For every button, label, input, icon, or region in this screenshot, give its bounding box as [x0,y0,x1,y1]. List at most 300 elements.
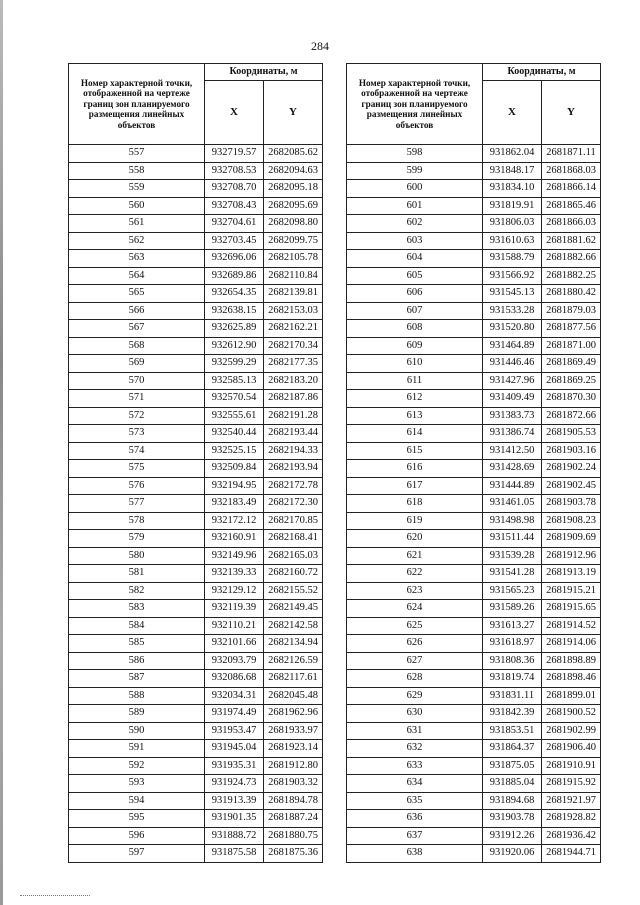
y-coordinate-cell: 2682155.52 [264,582,323,600]
point-number-cell: 592 [69,757,205,775]
point-number-cell: 602 [347,215,483,233]
table-row [347,740,601,758]
x-coordinate-cell: 931446.46 [483,355,542,373]
point-number-cell: 579 [69,530,205,548]
y-header: Y [264,81,323,145]
x-coordinate-cell: 932696.06 [205,250,264,268]
x-coordinate-cell: 931566.92 [483,267,542,285]
table-row [69,512,323,530]
x-coordinate-cell: 931901.35 [205,810,264,828]
y-coordinate-cell: 2681868.03 [542,162,601,180]
point-number-cell: 565 [69,285,205,303]
table-row [347,390,601,408]
x-coordinate-cell: 931539.28 [483,547,542,565]
x-coordinate-cell: 931875.58 [205,845,264,863]
x-coordinate-cell: 932555.61 [205,407,264,425]
y-coordinate-cell: 2681871.00 [542,337,601,355]
point-number-cell: 601 [347,197,483,215]
point-number-cell: 590 [69,722,205,740]
point-number-cell: 631 [347,722,483,740]
x-coordinate-cell: 931533.28 [483,302,542,320]
x-coordinate-cell: 931545.13 [483,285,542,303]
table-row [69,180,323,198]
y-coordinate-cell: 2681866.14 [542,180,601,198]
point-number-cell: 594 [69,792,205,810]
y-coordinate-cell: 2682117.61 [264,670,323,688]
y-coordinate-cell: 2682183.20 [264,372,323,390]
y-coordinate-cell: 2682095.18 [264,180,323,198]
x-coordinate-cell: 932540.44 [205,425,264,443]
x-header: X [483,81,542,145]
table-row [69,320,323,338]
table-row [69,547,323,565]
table-row [347,652,601,670]
y-coordinate-cell: 2681870.30 [542,390,601,408]
table-row [69,232,323,250]
x-coordinate-cell: 931903.78 [483,810,542,828]
x-coordinate-cell: 931428.69 [483,460,542,478]
point-number-cell: 580 [69,547,205,565]
x-coordinate-cell: 931974.49 [205,705,264,723]
x-coordinate-cell: 931808.36 [483,652,542,670]
y-coordinate-cell: 2681872.66 [542,407,601,425]
point-number-cell: 559 [69,180,205,198]
point-number-cell: 634 [347,775,483,793]
table-row [69,250,323,268]
y-coordinate-cell: 2681869.25 [542,372,601,390]
x-coordinate-cell: 931912.26 [483,827,542,845]
y-coordinate-cell: 2682110.84 [264,267,323,285]
x-coordinate-cell: 932708.70 [205,180,264,198]
table-row [347,512,601,530]
point-number-cell: 638 [347,845,483,863]
table-row [347,285,601,303]
y-coordinate-cell: 2681915.65 [542,600,601,618]
point-number-cell: 574 [69,442,205,460]
table-row [69,267,323,285]
point-number-cell: 612 [347,390,483,408]
point-number-cell: 603 [347,232,483,250]
table-row [347,827,601,845]
y-coordinate-cell: 2681898.89 [542,652,601,670]
table-row [69,652,323,670]
x-coordinate-cell: 931520.80 [483,320,542,338]
table-row [69,687,323,705]
x-coordinate-cell: 932708.43 [205,197,264,215]
point-number-cell: 577 [69,495,205,513]
y-coordinate-cell: 2681900.52 [542,705,601,723]
table-row [69,355,323,373]
table-row [69,425,323,443]
table-row [69,775,323,793]
coordinates-table-right [346,63,601,863]
x-header: X [205,81,264,145]
y-coordinate-cell: 2682153.03 [264,302,323,320]
x-coordinate-cell: 931853.51 [483,722,542,740]
x-coordinate-cell: 931920.06 [483,845,542,863]
x-coordinate-cell: 932719.57 [205,145,264,163]
table-row [69,215,323,233]
table-row [69,162,323,180]
x-coordinate-cell: 932570.54 [205,390,264,408]
table-row [69,845,323,863]
y-coordinate-cell: 2682099.75 [264,232,323,250]
x-coordinate-cell: 932599.29 [205,355,264,373]
x-coordinate-cell: 931386.74 [483,425,542,443]
x-coordinate-cell: 932119.39 [205,600,264,618]
table-row [69,197,323,215]
y-coordinate-cell: 2682187.86 [264,390,323,408]
x-coordinate-cell: 931618.97 [483,635,542,653]
point-number-cell: 613 [347,407,483,425]
point-number-cell: 606 [347,285,483,303]
x-coordinate-cell: 932708.53 [205,162,264,180]
y-coordinate-cell: 2682170.85 [264,512,323,530]
x-coordinate-cell: 931894.68 [483,792,542,810]
point-number-cell: 578 [69,512,205,530]
point-number-cell: 632 [347,740,483,758]
point-number-cell: 584 [69,617,205,635]
point-number-cell: 562 [69,232,205,250]
table-row [69,617,323,635]
x-coordinate-cell: 931875.05 [483,757,542,775]
y-coordinate-cell: 2681912.96 [542,547,601,565]
point-number-cell: 614 [347,425,483,443]
point-number-cell: 619 [347,512,483,530]
x-coordinate-cell: 932703.45 [205,232,264,250]
table-row [347,600,601,618]
y-coordinate-cell: 2681908.23 [542,512,601,530]
x-coordinate-cell: 931862.04 [483,145,542,163]
table-row [69,670,323,688]
y-coordinate-cell: 2681902.24 [542,460,601,478]
point-number-cell: 567 [69,320,205,338]
y-coordinate-cell: 2681866.03 [542,215,601,233]
point-number-cell: 608 [347,320,483,338]
x-coordinate-cell: 932625.89 [205,320,264,338]
point-number-cell: 560 [69,197,205,215]
table-row [69,810,323,828]
point-number-cell: 609 [347,337,483,355]
table-row [347,460,601,478]
table-row [69,145,323,163]
x-coordinate-cell: 931409.49 [483,390,542,408]
table-row [69,337,323,355]
table-row [347,425,601,443]
point-number-cell: 616 [347,460,483,478]
point-number-cell: 637 [347,827,483,845]
table-row [347,180,601,198]
y-header: Y [542,81,601,145]
table-row [69,390,323,408]
table-row [69,827,323,845]
x-coordinate-cell: 932525.15 [205,442,264,460]
table-row [347,145,601,163]
y-coordinate-cell: 2681905.53 [542,425,601,443]
y-coordinate-cell: 2681880.75 [264,827,323,845]
table-row [69,740,323,758]
x-coordinate-cell: 932149.96 [205,547,264,565]
point-number-cell: 583 [69,600,205,618]
x-coordinate-cell: 932093.79 [205,652,264,670]
x-coordinate-cell: 931511.44 [483,530,542,548]
y-coordinate-cell: 2681880.42 [542,285,601,303]
point-number-cell: 624 [347,600,483,618]
table-row [347,670,601,688]
y-coordinate-cell: 2681913.19 [542,565,601,583]
y-coordinate-cell: 2681902.99 [542,722,601,740]
point-number-cell: 561 [69,215,205,233]
y-coordinate-cell: 2681915.92 [542,775,601,793]
point-number-cell: 628 [347,670,483,688]
point-number-cell: 587 [69,670,205,688]
table-row [69,302,323,320]
x-coordinate-cell: 931831.11 [483,687,542,705]
table-row [347,372,601,390]
x-coordinate-cell: 931565.23 [483,582,542,600]
table-row [69,600,323,618]
y-coordinate-cell: 2682165.03 [264,547,323,565]
point-number-cell: 629 [347,687,483,705]
x-coordinate-cell: 931864.37 [483,740,542,758]
point-number-cell: 605 [347,267,483,285]
x-coordinate-cell: 932194.95 [205,477,264,495]
x-coordinate-cell: 931913.39 [205,792,264,810]
x-coordinate-cell: 931589.26 [483,600,542,618]
point-number-cell: 635 [347,792,483,810]
y-coordinate-cell: 2682194.33 [264,442,323,460]
table-row [347,705,601,723]
y-coordinate-cell: 2681871.11 [542,145,601,163]
point-number-cell: 597 [69,845,205,863]
y-coordinate-cell: 2682177.35 [264,355,323,373]
scan-footer-mark [20,895,90,897]
y-coordinate-cell: 2681881.62 [542,232,601,250]
point-number-cell: 576 [69,477,205,495]
y-coordinate-cell: 2682193.94 [264,460,323,478]
table-row [347,250,601,268]
y-coordinate-cell: 2681906.40 [542,740,601,758]
point-number-cell: 626 [347,635,483,653]
y-coordinate-cell: 2681875.36 [264,845,323,863]
point-number-cell: 563 [69,250,205,268]
scan-edge [0,0,3,905]
y-coordinate-cell: 2681921.97 [542,792,601,810]
table-row [69,582,323,600]
point-number-cell: 570 [69,372,205,390]
point-number-cell: 633 [347,757,483,775]
point-number-cell: 591 [69,740,205,758]
point-number-cell: 558 [69,162,205,180]
point-number-header: Номер характерной точки, отображенной на чертеже границ зон планируемого размещения линейных объектов [347,64,483,145]
point-number-cell: 611 [347,372,483,390]
point-number-cell: 564 [69,267,205,285]
x-coordinate-cell: 931945.04 [205,740,264,758]
y-coordinate-cell: 2682095.69 [264,197,323,215]
y-coordinate-cell: 2681899.01 [542,687,601,705]
y-coordinate-cell: 2682193.44 [264,425,323,443]
x-coordinate-cell: 931541.28 [483,565,542,583]
table-row [347,215,601,233]
y-coordinate-cell: 2681887.24 [264,810,323,828]
table-row [69,460,323,478]
table-row [347,635,601,653]
x-coordinate-cell: 931444.89 [483,477,542,495]
y-coordinate-cell: 2682191.28 [264,407,323,425]
x-coordinate-cell: 932129.12 [205,582,264,600]
table-row [69,635,323,653]
table-row [347,495,601,513]
table-row [347,337,601,355]
table-row [69,705,323,723]
table-row [347,792,601,810]
x-coordinate-cell: 931613.27 [483,617,542,635]
point-number-cell: 596 [69,827,205,845]
point-number-cell: 598 [347,145,483,163]
x-coordinate-cell: 932612.90 [205,337,264,355]
y-coordinate-cell: 2681928.82 [542,810,601,828]
x-coordinate-cell: 931806.03 [483,215,542,233]
x-coordinate-cell: 932160.91 [205,530,264,548]
y-coordinate-cell: 2682105.78 [264,250,323,268]
x-coordinate-cell: 932110.21 [205,617,264,635]
y-coordinate-cell: 2682126.59 [264,652,323,670]
x-coordinate-cell: 931888.72 [205,827,264,845]
point-number-cell: 607 [347,302,483,320]
table-row [69,792,323,810]
point-number-cell: 595 [69,810,205,828]
coordinates-header: Координаты, м [483,64,601,81]
x-coordinate-cell: 932509.84 [205,460,264,478]
point-number-cell: 572 [69,407,205,425]
point-number-header: Номер характерной точки, отображенной на чертеже границ зон планируемого размещения линейных объектов [69,64,205,145]
x-coordinate-cell: 931383.73 [483,407,542,425]
y-coordinate-cell: 2681912.80 [264,757,323,775]
y-coordinate-cell: 2682172.30 [264,495,323,513]
y-coordinate-cell: 2681909.69 [542,530,601,548]
table-row [347,687,601,705]
y-coordinate-cell: 2682160.72 [264,565,323,583]
x-coordinate-cell: 931885.04 [483,775,542,793]
table-row [69,722,323,740]
x-coordinate-cell: 931935.31 [205,757,264,775]
x-coordinate-cell: 931464.89 [483,337,542,355]
point-number-cell: 615 [347,442,483,460]
table-row [69,495,323,513]
y-coordinate-cell: 2681865.46 [542,197,601,215]
point-number-cell: 585 [69,635,205,653]
y-coordinate-cell: 2682172.78 [264,477,323,495]
y-coordinate-cell: 2681914.06 [542,635,601,653]
x-coordinate-cell: 931819.91 [483,197,542,215]
point-number-cell: 625 [347,617,483,635]
table-row [347,355,601,373]
point-number-cell: 589 [69,705,205,723]
table-row [347,565,601,583]
y-coordinate-cell: 2681933.97 [264,722,323,740]
point-number-cell: 581 [69,565,205,583]
x-coordinate-cell: 932139.33 [205,565,264,583]
point-number-cell: 599 [347,162,483,180]
y-coordinate-cell: 2681910.91 [542,757,601,775]
point-number-cell: 622 [347,565,483,583]
table-row [69,372,323,390]
table-body [347,145,601,863]
y-coordinate-cell: 2682045.48 [264,687,323,705]
table-row [69,477,323,495]
x-coordinate-cell: 932638.15 [205,302,264,320]
y-coordinate-cell: 2681903.78 [542,495,601,513]
x-coordinate-cell: 932034.31 [205,687,264,705]
table-row [347,582,601,600]
point-number-cell: 568 [69,337,205,355]
table-row [69,285,323,303]
point-number-cell: 575 [69,460,205,478]
y-coordinate-cell: 2681882.25 [542,267,601,285]
table-body [69,145,323,863]
point-number-cell: 569 [69,355,205,373]
point-number-cell: 586 [69,652,205,670]
x-coordinate-cell: 931834.10 [483,180,542,198]
table-row [347,197,601,215]
coordinates-table-left [68,63,323,863]
y-coordinate-cell: 2682094.63 [264,162,323,180]
table-row [69,757,323,775]
x-coordinate-cell: 931953.47 [205,722,264,740]
table-row [347,320,601,338]
table-row [347,530,601,548]
y-coordinate-cell: 2681898.46 [542,670,601,688]
table-row [347,232,601,250]
point-number-cell: 600 [347,180,483,198]
x-coordinate-cell: 932689.86 [205,267,264,285]
x-coordinate-cell: 932086.68 [205,670,264,688]
table-row [69,530,323,548]
x-coordinate-cell: 931498.98 [483,512,542,530]
point-number-cell: 627 [347,652,483,670]
y-coordinate-cell: 2682149.45 [264,600,323,618]
point-number-cell: 623 [347,582,483,600]
y-coordinate-cell: 2681894.78 [264,792,323,810]
y-coordinate-cell: 2682134.94 [264,635,323,653]
table-row [347,267,601,285]
y-coordinate-cell: 2682139.81 [264,285,323,303]
x-coordinate-cell: 932704.61 [205,215,264,233]
table-row [347,547,601,565]
y-coordinate-cell: 2681944.71 [542,845,601,863]
x-coordinate-cell: 931427.96 [483,372,542,390]
y-coordinate-cell: 2681915.21 [542,582,601,600]
y-coordinate-cell: 2682170.34 [264,337,323,355]
x-coordinate-cell: 931848.17 [483,162,542,180]
point-number-cell: 604 [347,250,483,268]
point-number-cell: 582 [69,582,205,600]
point-number-cell: 610 [347,355,483,373]
coordinates-header: Координаты, м [205,64,323,81]
x-coordinate-cell: 932654.35 [205,285,264,303]
table-row [347,442,601,460]
point-number-cell: 630 [347,705,483,723]
x-coordinate-cell: 931610.63 [483,232,542,250]
table-row [347,162,601,180]
x-coordinate-cell: 931588.79 [483,250,542,268]
y-coordinate-cell: 2681882.66 [542,250,601,268]
x-coordinate-cell: 932101.66 [205,635,264,653]
point-number-cell: 593 [69,775,205,793]
x-coordinate-cell: 931461.05 [483,495,542,513]
x-coordinate-cell: 932183.49 [205,495,264,513]
point-number-cell: 571 [69,390,205,408]
